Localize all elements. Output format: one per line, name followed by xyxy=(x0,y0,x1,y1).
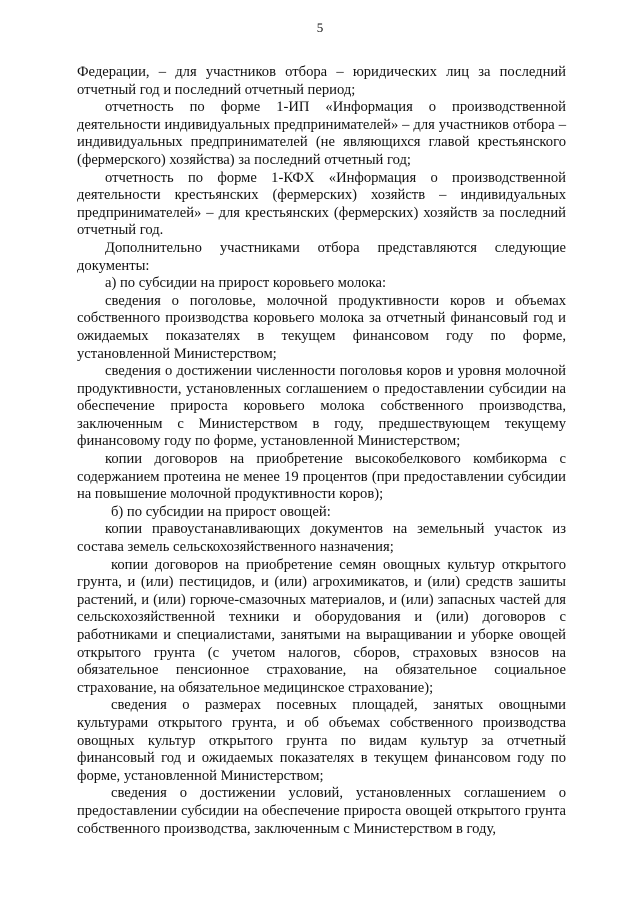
paragraph: сведения о достижении условий, установленных соглашением о предоставлении субсидии на обеспечение прироста овощей открытого грунта собственного производства, заключенным с Министерством в году, xyxy=(77,785,566,837)
paragraph: Дополнительно участниками отбора представляются следующие документы: xyxy=(77,239,566,274)
paragraph: отчетность по форме 1-КФХ «Информация о производственной деятельности крестьянских (фермерских) хозяйств – индивидуальных предпринимателей» – для крестьянских (фермерских) хозяйств за последний отчетный год. xyxy=(77,169,566,239)
paragraph: Федерации, – для участников отбора – юридических лиц за последний отчетный год и последний отчетный период; xyxy=(77,64,566,98)
document-body xyxy=(77,64,566,838)
paragraph: сведения о достижении численности поголовья коров и уровня молочной продуктивности, установленных соглашением о предоставлении субсидии на обеспечение прироста коровьего молока собственного производства, заключенным с Министерством в году, предшествующем текущему финансовому году по форме, установленной Министерством; xyxy=(77,363,566,450)
paragraph: б) по субсидии на прирост овощей: xyxy=(111,503,331,520)
paragraph: копии договоров на приобретение семян овощных культур открытого грунта, и (или) пестицидов, и (или) агрохимикатов, и (или) средств зашиты растений, и (или) горюче-смазочных материалов, и (или) запасных частей для сельскохозяйственной техники и оборудования и (или) договоров с работниками и специалистами, занятыми на выращивании и уборке овощей открытого грунта (с учетом налогов, сборов, страховых взносов на обязательное пенсионное страхование, на обязательное социальное страхование, на обязательное медицинское страхование); xyxy=(77,556,566,696)
paragraph: а) по субсидии на прирост коровьего молока: xyxy=(105,275,387,292)
paragraph: копии правоустанавливающих документов на земельный участок из состава земель сельскохозяйственного назначения; xyxy=(77,521,566,556)
paragraph: отчетность по форме 1-ИП «Информация о производственной деятельности индивидуальных предпринимателей» – для участников отбора – индивидуальных предпринимателей (не являющихся главой крестьянского (фермерского) хозяйства) за последний отчетный год; xyxy=(77,99,566,168)
paragraph: сведения о размерах посевных площадей, занятых овощными культурами открытого грунта, и об объемах собственного производства овощных культур открытого грунта по видам культур за отчетный финансовый год и ожидаемых показателях в текущем финансовом году по форме, установленной Министерством; xyxy=(77,697,566,784)
paragraph: сведения о поголовье, молочной продуктивности коров и объемах собственного производства коровьего молока за отчетный финансовый год и ожидаемых показателях в текущем финансовом году по форме, установленной Министерством; xyxy=(77,292,566,362)
paragraph: копии договоров на приобретение высокобелкового комбикорма с содержанием протеина не менее 19 процентов (при предоставлении субсидии на повышение молочной продуктивности коров); xyxy=(77,451,566,503)
page-number: 5 xyxy=(316,20,324,35)
